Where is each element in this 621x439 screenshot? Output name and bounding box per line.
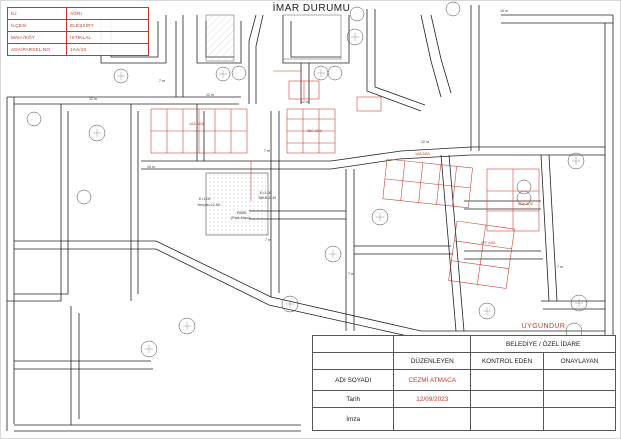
info-value-adaparsel: 1AA/10 bbox=[67, 44, 149, 56]
col-prepared-header: DÜZENLEYEN bbox=[394, 353, 471, 370]
info-value-mahalle: İSTİKLAL bbox=[67, 32, 149, 44]
map-block-label: 3BC ADA bbox=[307, 129, 323, 133]
map-road-width-label: 7 m bbox=[159, 79, 165, 83]
approval-row-date bbox=[313, 391, 616, 408]
map-road-width-label: 7 m bbox=[348, 272, 354, 276]
info-key-ilce: İLÇESİ bbox=[8, 20, 67, 32]
row-sign-approve bbox=[543, 408, 615, 431]
map-road-width-label: 10 m bbox=[147, 165, 155, 169]
approval-row-signature bbox=[313, 408, 616, 431]
approval-grid bbox=[312, 335, 616, 431]
row-name-value: CEZMİ ATMACA bbox=[394, 370, 471, 391]
map-road-width-label: 12 m bbox=[206, 93, 214, 97]
map-area-note: PARK bbox=[237, 211, 247, 215]
map-road-width-label: 12 m bbox=[301, 100, 309, 104]
map-road-width-label: 10 m bbox=[500, 9, 508, 13]
info-key-il: İLİ bbox=[8, 8, 67, 20]
row-date-control bbox=[471, 391, 544, 408]
parcel-info-table bbox=[7, 7, 149, 56]
info-key-mahalle: MAH./KÖY bbox=[8, 32, 67, 44]
map-area-note: (Park Alanı) bbox=[231, 216, 250, 220]
approval-row-authority bbox=[313, 336, 616, 353]
info-row-mahalle bbox=[8, 32, 149, 44]
map-road-width-label: 12 m bbox=[421, 140, 429, 144]
map-road-width-label: 12 m bbox=[89, 97, 97, 101]
info-row-adaparsel bbox=[8, 44, 149, 56]
info-value-il: AĞRI bbox=[67, 8, 149, 20]
map-area-note: E=1.00 bbox=[260, 191, 272, 195]
row-date-value: 12/09/2023 bbox=[394, 391, 471, 408]
row-date-approve bbox=[543, 391, 615, 408]
page-title: İMAR DURUMU bbox=[272, 3, 351, 14]
row-date-label: Tarih bbox=[313, 391, 394, 408]
row-name-label: ADI SOYADI bbox=[313, 370, 394, 391]
info-row-ilce bbox=[8, 20, 149, 32]
authority-label: BELEDİYE / ÖZEL İDARE bbox=[471, 336, 616, 353]
map-area-note: E=1.00 bbox=[199, 197, 211, 201]
map-block-label: 1AA ADA bbox=[189, 122, 204, 126]
map-block-label: 1AA ADA bbox=[415, 152, 430, 156]
map-road-width-label: 7 m bbox=[557, 265, 563, 269]
row-sign-value bbox=[394, 408, 471, 431]
empty-cell-a1 bbox=[313, 336, 394, 353]
row-name-control bbox=[471, 370, 544, 391]
info-key-adaparsel: ADA/PARSEL NO bbox=[8, 44, 67, 56]
map-road-width-label: 7 m bbox=[265, 238, 271, 242]
row-sign-label: İmza bbox=[313, 408, 394, 431]
col-approve-header: ONAYLAYAN bbox=[543, 353, 615, 370]
approval-row-headers bbox=[313, 353, 616, 370]
empty-cell-b1 bbox=[394, 336, 471, 353]
map-road-width-label: 7 m bbox=[264, 149, 270, 153]
map-area-note: Yençok=12.50 bbox=[197, 203, 220, 207]
approval-row-name bbox=[313, 370, 616, 391]
col-control-header: KONTROL EDEN bbox=[471, 353, 544, 370]
uygundur-label: UYGUNDUR bbox=[521, 323, 566, 330]
map-block-label: 9FF ADA bbox=[481, 241, 496, 245]
empty-cell-a2 bbox=[313, 353, 394, 370]
info-value-ilce: ELEŞKİRT bbox=[67, 20, 149, 32]
info-row-il bbox=[8, 8, 149, 20]
row-name-approve bbox=[543, 370, 615, 391]
map-area-note: TAKS=0.40 bbox=[258, 196, 277, 200]
row-sign-control bbox=[471, 408, 544, 431]
map-block-label: 4DE ADA bbox=[518, 202, 534, 206]
